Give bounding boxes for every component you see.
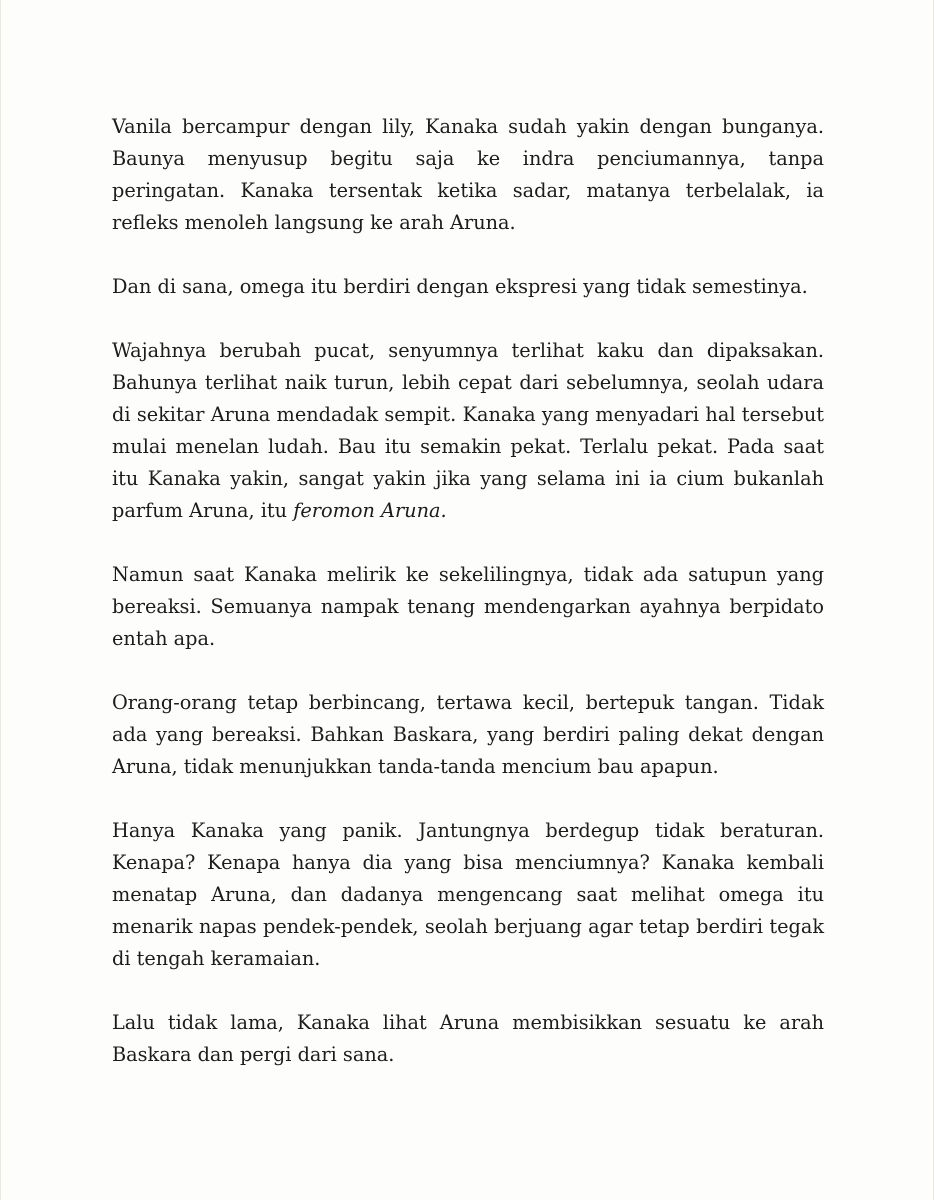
paragraph-1: Vanila bercampur dengan lily, Kanaka sudah yakin dengan bunganya. Baunya menyusup begitu saja ke indra penciumannya, tanpa peringatan. Kanaka tersentak ketika sadar, matanya terbelalak, ia refleks menoleh langsung ke arah Aruna. xyxy=(112,115,824,234)
paragraph-7: Lalu tidak lama, Kanaka lihat Aruna membisikkan sesuatu ke arah Baskara dan pergi dari sana. xyxy=(112,1011,824,1066)
paragraph-6: Hanya Kanaka yang panik. Jantungnya berdegup tidak beraturan. Kenapa? Kenapa hanya dia yang bisa menciumnya? Kanaka kembali menatap Aruna, dan dadanya mengencang saat melihat omega itu menarik napas pendek-pendek, seolah berjuang agar tetap berdiri tegak di tengah keramaian. xyxy=(112,819,824,970)
story-text xyxy=(112,111,824,1103)
paragraph-3-text: Wajahnya berubah pucat, senyumnya terlihat kaku dan dipaksakan. Bahunya terlihat naik turun, lebih cepat dari sebelumnya, seolah udara di sekitar Aruna mendadak sempit. Kanaka yang menyadari hal tersebut mulai menelan ludah. Bau itu semakin pekat. Terlalu pekat. Pada saat itu Kanaka yakin, sangat yakin jika yang selama ini ia cium bukanlah parfum Aruna, itu xyxy=(112,339,824,522)
paragraph-2: Dan di sana, omega itu berdiri dengan ekspresi yang tidak semestinya. xyxy=(112,275,808,298)
paragraph-3-emphasis: feromon Aruna. xyxy=(293,499,447,522)
paragraph-3 xyxy=(112,335,824,527)
paragraph-5: Orang-orang tetap berbincang, tertawa kecil, bertepuk tangan. Tidak ada yang bereaksi. Bahkan Baskara, yang berdiri paling dekat dengan Aruna, tidak menunjukkan tanda-tanda mencium bau apapun. xyxy=(112,691,824,778)
paragraph-4: Namun saat Kanaka melirik ke sekelilingnya, tidak ada satupun yang bereaksi. Semuanya nampak tenang mendengarkan ayahnya berpidato entah apa. xyxy=(112,563,824,650)
